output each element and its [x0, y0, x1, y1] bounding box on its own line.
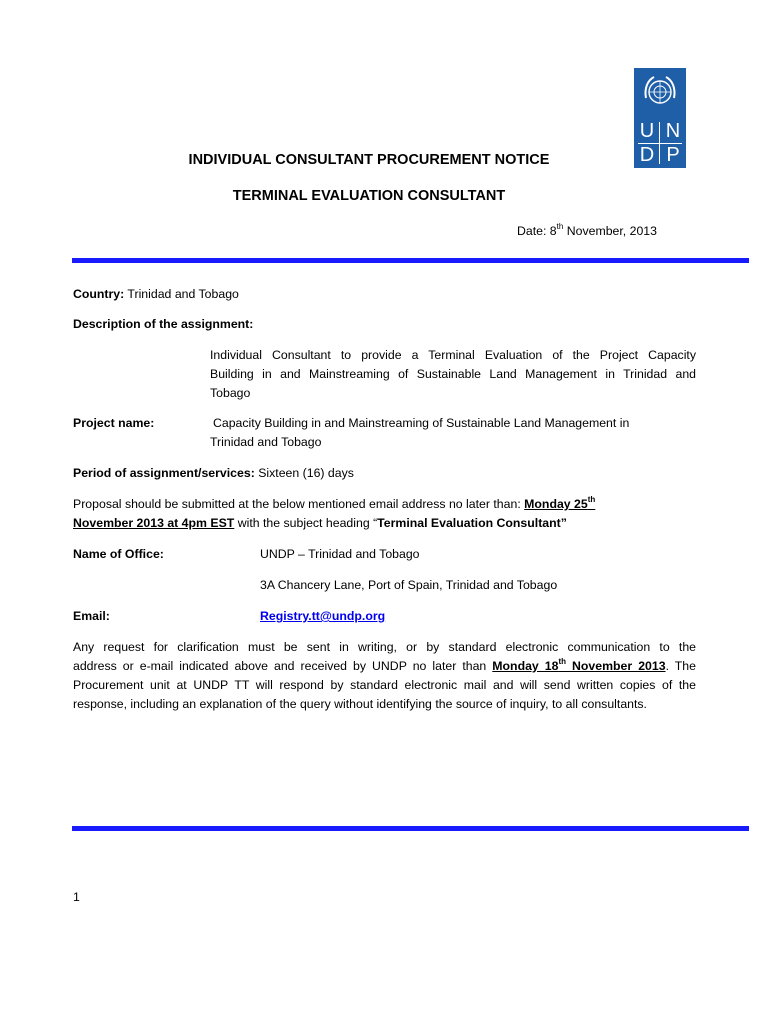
email-link[interactable]: Registry.tt@undp.org	[260, 609, 386, 623]
logo-letter-p: P	[666, 144, 680, 166]
page-title: INDIVIDUAL CONSULTANT PROCUREMENT NOTICE	[188, 152, 550, 168]
clarification-line-1: Any request for clarification must be sent in writing, or by standard electronic communication to the	[73, 640, 696, 654]
period-label: Period of assignment/services:	[73, 466, 255, 480]
undp-logo	[634, 68, 686, 168]
project-label: Project name:	[73, 416, 155, 430]
office-name: UNDP – Trinidad and Tobago	[260, 547, 420, 561]
country-label: Country:	[73, 287, 125, 301]
proposal-subject: Terminal Evaluation Consultant”	[377, 516, 567, 530]
assignment-label: Description of the assignment:	[73, 317, 254, 331]
proposal-line-2: November 2013 at 4pm EST with the subject heading “Terminal Evaluation Consultant”	[73, 516, 567, 530]
proposal-deadline: Monday 25th	[524, 494, 596, 511]
country-value: Trinidad and Tobago	[124, 287, 239, 301]
project-line-1: Capacity Building in and Mainstreaming of Sustainable Land Management in	[213, 416, 630, 430]
office-label: Name of Office:	[73, 547, 164, 561]
project-line-2: Trinidad and Tobago	[210, 435, 322, 449]
email-label: Email:	[73, 609, 110, 623]
clarification-line-2: address or e-mail indicated above and received by UNDP no later than Monday 18th November 2013. The	[73, 656, 696, 673]
page-number: 1	[73, 890, 80, 904]
top-divider	[72, 258, 749, 263]
country-row	[73, 285, 239, 304]
logo-letter-d: D	[639, 144, 655, 166]
proposal-deadline-time: November 2013 at 4pm EST	[73, 516, 235, 530]
period-value: Sixteen (16) days	[254, 466, 354, 480]
assignment-line-3: Tobago	[210, 386, 251, 400]
period-row	[73, 464, 354, 483]
assignment-line-1: Individual Consultant to provide a Terminal Evaluation of the Project Capacity	[210, 348, 696, 362]
logo-letter-u: U	[639, 120, 655, 142]
notice-date: Date: 8th November, 2013	[517, 221, 657, 238]
un-emblem-icon	[642, 74, 678, 110]
page-subtitle: TERMINAL EVALUATION CONSULTANT	[232, 188, 506, 204]
clarification-line-3: Procurement unit at UNDP TT will respond by standard electronic mail and will send written copies of the	[73, 678, 696, 692]
proposal-line-1: Proposal should be submitted at the below mentioned email address no later than: Monday 25th	[73, 494, 596, 511]
logo-letter-n: N	[665, 120, 681, 142]
office-address: 3A Chancery Lane, Port of Spain, Trinidad and Tobago	[260, 578, 558, 592]
clarification-line-4: response, including an explanation of the query without identifying the source of inquiry, to all consultants.	[73, 697, 647, 711]
assignment-line-2: Building in and Mainstreaming of Sustainable Land Management in Trinidad and	[210, 367, 696, 381]
bottom-divider	[72, 826, 749, 831]
